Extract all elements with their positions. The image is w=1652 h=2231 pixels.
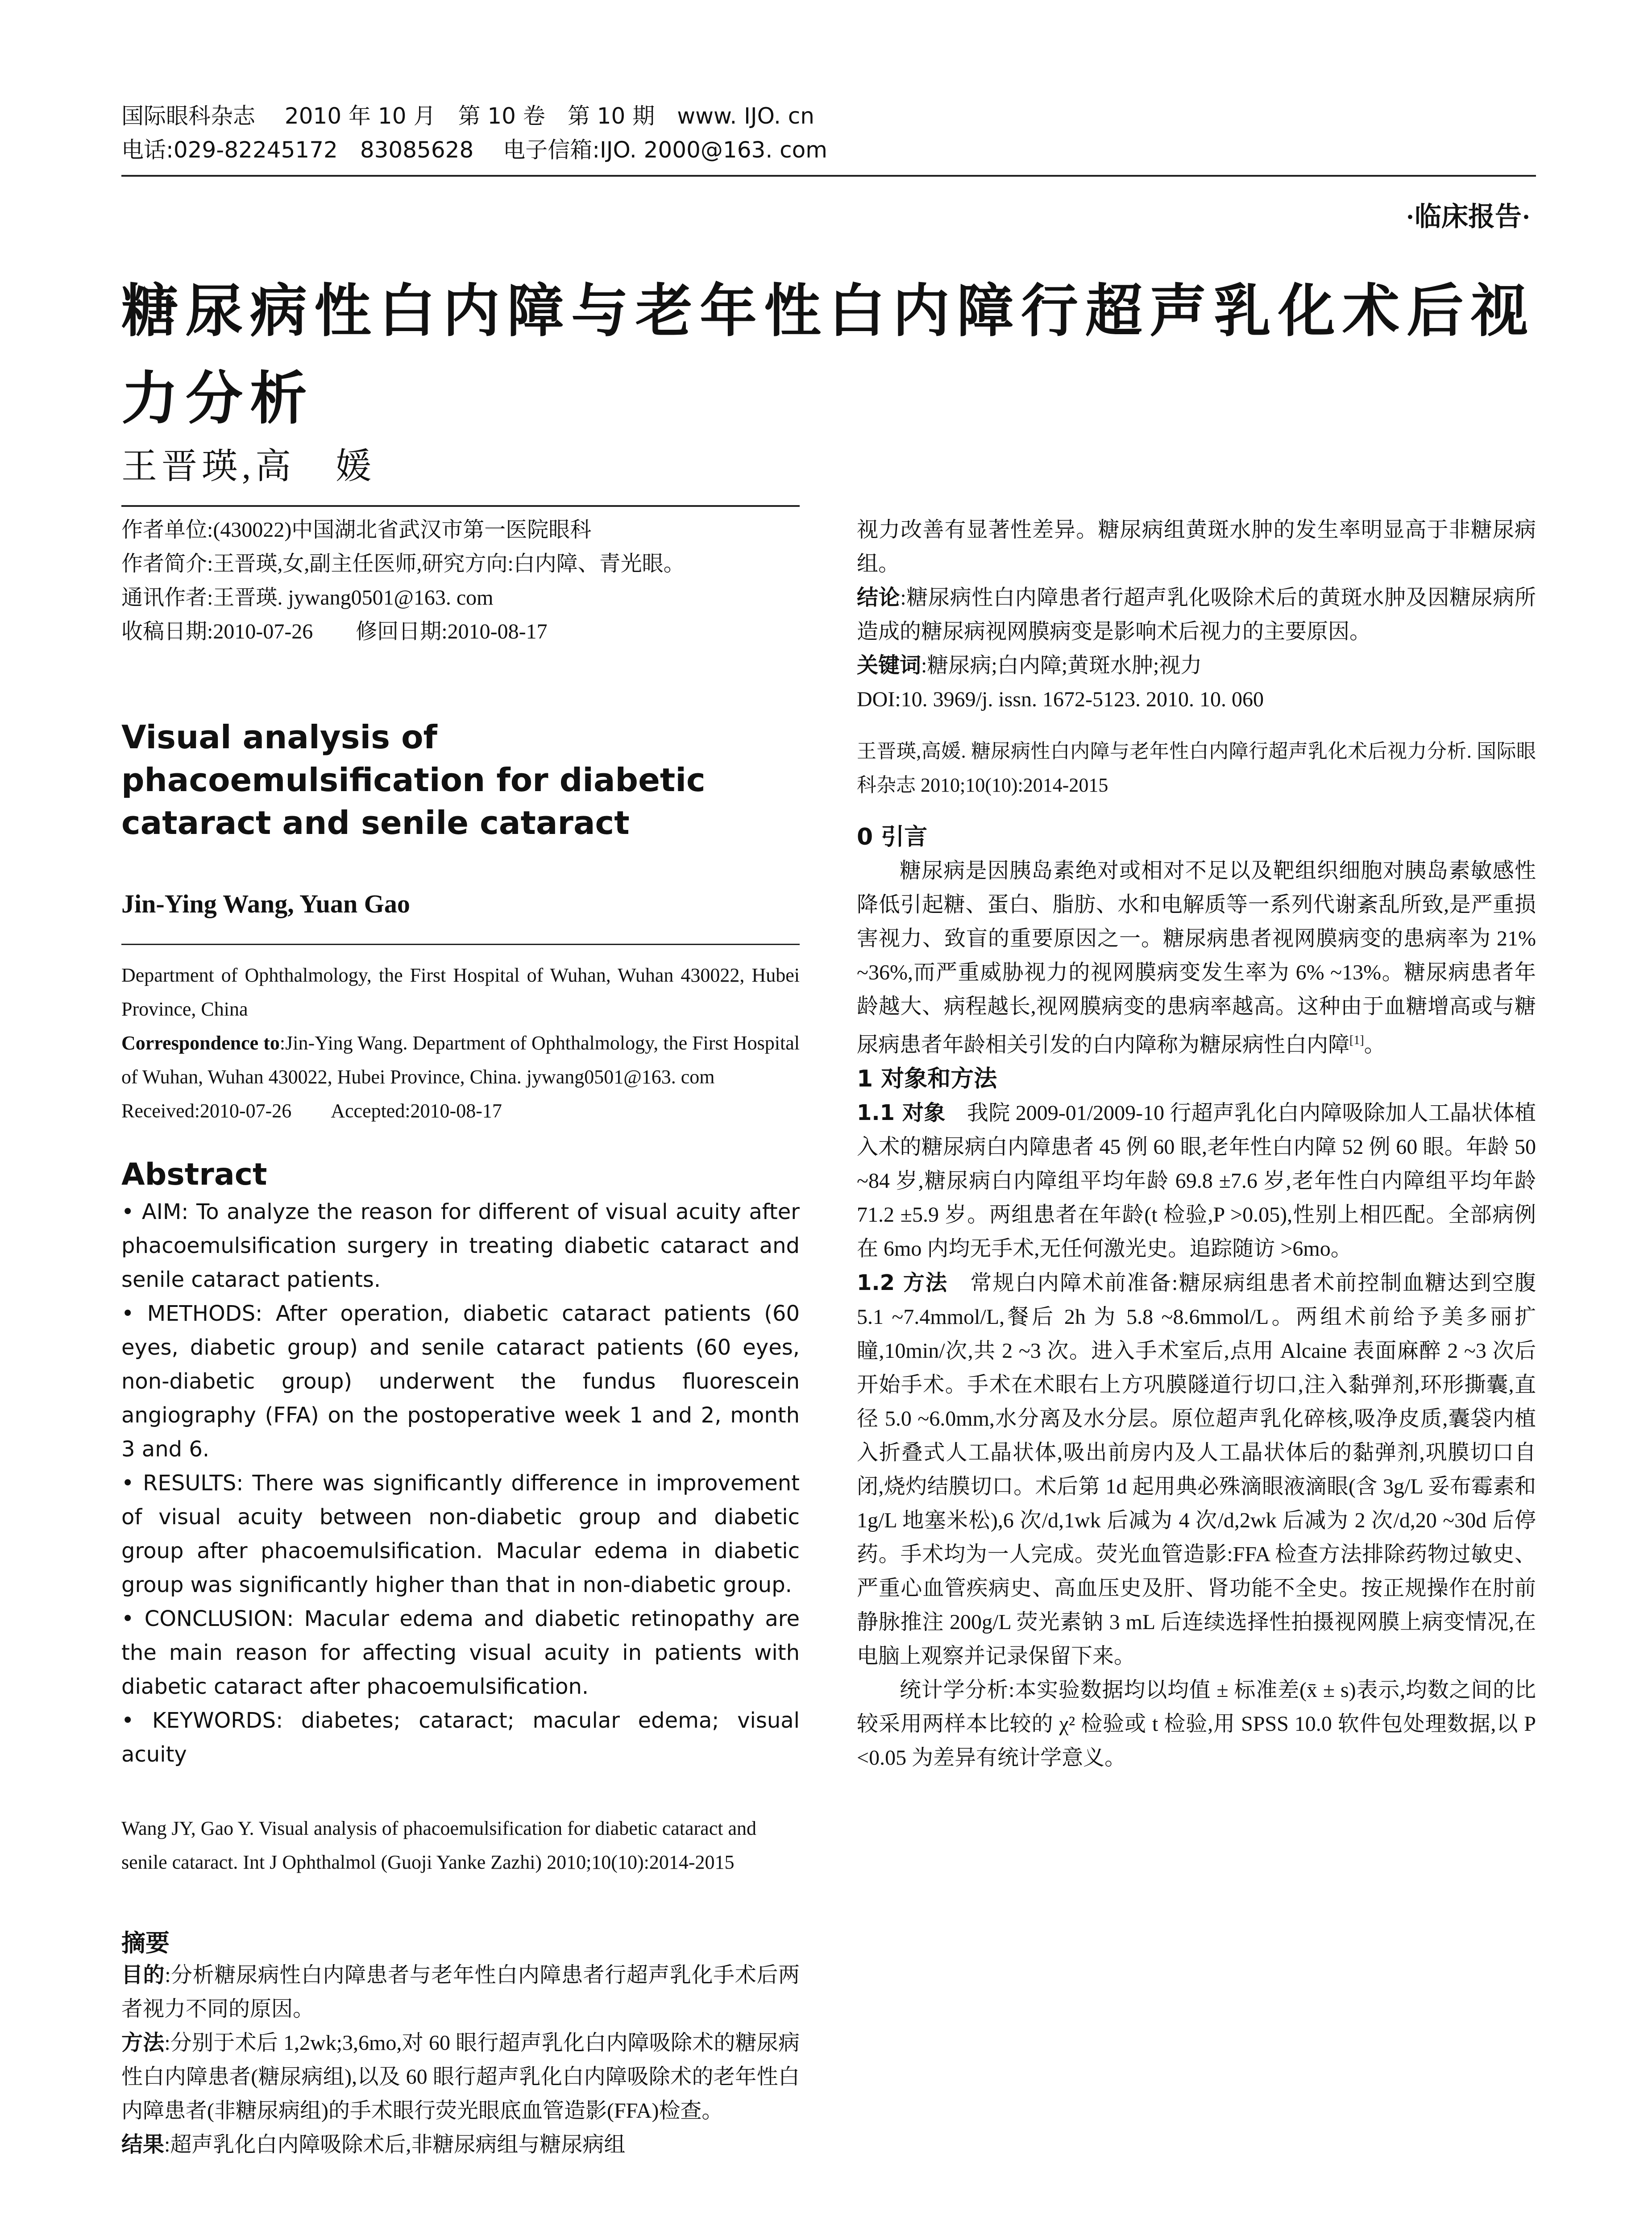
- abstract-results: • RESULTS: There was significantly difference in improvement of visual acuity between non-diabetic group and diabetic group after phacoemulsification. Macular edema in diabetic group was significantly higher than that in non-diabetic group.: [121, 1471, 800, 1597]
- correspondence-text: :Jin-Ying Wang. Department of Ophthalmology, the First Hospital of Wuhan, Wuhan 430022, Hubei Province, China. jywang0501@163. com: [121, 1032, 800, 1088]
- cn-aim-text: :分析糖尿病性白内障患者与老年性白内障患者行超声乳化手术后两者视力不同的原因。: [121, 1963, 800, 2021]
- method-label: 1.2 方法: [857, 1270, 948, 1295]
- subjects-label: 1.1 对象: [857, 1100, 946, 1125]
- cn-keywords: [857, 649, 1536, 683]
- cn-aim-label: 目的: [121, 1963, 165, 1987]
- cn-conclusion: [857, 581, 1536, 649]
- cn-keywords-text: :糖尿病;白内障;黄斑水肿;视力: [921, 654, 1202, 677]
- stats-paragraph: 统计学分析:本实验数据均以均值 ± 标准差(x̄ ± s)表示,均数之间的比较采用两样本比较的 χ² 检验或 t 检验,用 SPSS 10.0 软件包处理数据,以 P <0.05 为差异有统计学意义。: [857, 1678, 1536, 1770]
- article-title: 糖尿病性白内障与老年性白内障行超声乳化术后视力分析: [121, 278, 1536, 432]
- chinese-abstract-heading: 摘要: [121, 1929, 170, 1957]
- subjects-text: 我院 2009-01/2009-10 行超声乳化白内障吸除加人工晶状体植入术的糖尿病白内障患者 45 例 60 眼,老年性白内障 52 例 60 眼。年龄 50 ~84 岁,糖尿病白内障组平均年龄 69.8 ±7.6 岁,老年性白内障组平均年龄 71.2 ±5.9 岁。两组患者在年龄(t 检验,P >0.05),性别上相匹配。全部病例在 6mo 内均无手术,无任何激光史。追踪随访 >6mo。: [857, 1101, 1536, 1261]
- english-authors: Jin-Ying Wang, Yuan Gao: [121, 889, 410, 918]
- english-affiliation-block: [121, 958, 800, 1128]
- left-column-rule: [121, 505, 800, 507]
- intro-end: 。: [1364, 1033, 1386, 1057]
- right-column: [857, 513, 1536, 1775]
- abstract-keywords: • KEYWORDS: diabetes; cataract; macular edema; visual acuity: [121, 1708, 800, 1767]
- abstract-aim: • AIM: To analyze the reason for different of visual acuity after phacoemulsification surgery in treating diabetic cataract and senile cataract patients.: [121, 1199, 800, 1292]
- cn-conclusion-text: :糖尿病性白内障患者行超声乳化吸除术后的黄斑水肿及因糖尿病所造成的糖尿病视网膜病变是影响术后视力的主要原因。: [857, 586, 1536, 643]
- author-bio: 作者简介:王晋瑛,女,副主任医师,研究方向:白内障、青光眼。: [121, 552, 685, 576]
- header-rule: [121, 175, 1536, 177]
- cn-methods: [121, 2026, 800, 2128]
- intro-paragraph: [857, 854, 1536, 1062]
- english-rule: [121, 944, 800, 945]
- subjects-paragraph: [857, 1096, 1536, 1266]
- author-unit: 作者单位:(430022)中国湖北省武汉市第一医院眼科: [121, 518, 592, 542]
- author-line: 王晋瑛,高 媛: [121, 447, 376, 486]
- cn-methods-text: :分别于术后 1,2wk;3,6mo,对 60 眼行超声乳化白内障吸除术的糖尿病性白内障患者(糖尿病组),以及 60 眼行超声乳化白内障吸除术的老年性白内障患者(非糖尿病组)的手术眼行荧光眼底血管造影(FFA)检查。: [121, 2031, 800, 2123]
- intro-text: 糖尿病是因胰岛素绝对或相对不足以及靶组织细胞对胰岛素敏感性降低引起糖、蛋白、脂肪、水和电解质等一系列代谢紊乱所致,是严重损害视力、致盲的重要原因之一。糖尿病患者视网膜病变的患病率为 21% ~36%,而严重威胁视力的视网膜病变发生率为 6% ~13%。糖尿病患者年龄越大、病程越长,视网膜病变的患病率越高。这种由于血糖增高或与糖尿病患者年龄相关引发的白内障称为糖尿病性白内障: [857, 859, 1536, 1057]
- abstract-methods: • METHODS: After operation, diabetic cataract patients (60 eyes, diabetic group) and senile cataract patients (60 eyes, non-diabetic group) underwent the fundus fluorescein angiography (FFA) on the postoperative week 1 and 2, month 3 and 6.: [121, 1301, 800, 1462]
- english-dates: Received:2010-07-26 Accepted:2010-08-17: [121, 1100, 502, 1122]
- english-abstract: [121, 1195, 800, 1771]
- cn-conclusion-label: 结论: [857, 586, 901, 610]
- methods-heading: 1 对象和方法: [857, 1066, 997, 1092]
- cn-results-text: :超声乳化白内障吸除术后,非糖尿病组与糖尿病组: [164, 2133, 626, 2156]
- running-header: [121, 99, 1532, 167]
- cn-results-continued: 视力改善有显著性差异。糖尿病组黄斑水肿的发生率明显高于非糖尿病组。: [857, 518, 1536, 576]
- author-info: [121, 513, 800, 649]
- abstract-conclusion: • CONCLUSION: Macular edema and diabetic retinopathy are the main reason for affecting visual acuity in patients with diabetic cataract after phacoemulsification.: [121, 1606, 800, 1699]
- english-title: Visual analysis of phacoemulsification for diabetic cataract and senile cataract: [121, 718, 706, 842]
- method-text: 常规白内障术前准备:糖尿病组患者术前控制血糖达到空腹 5.1 ~7.4mmol/L,餐后 2h 为 5.8 ~8.6mmol/L。两组术前给予美多丽扩瞳,10min/次,共 2 ~3 次。进入手术室后,点用 Alcaine 表面麻醉 2 ~3 次后开始手术。手术在术眼右上方巩膜隧道行切口,注入黏弹剂,环形撕囊,直径 5.0 ~6.0mm,水分离及水分层。原位超声乳化碎核,吸净皮质,囊袋内植入折叠式人工晶状体,吸出前房内及人工晶状体后的黏弹剂,巩膜切口自闭,烧灼结膜切口。术后第 1d 起用典必殊滴眼液滴眼(含 3g/L 妥布霉素和 1g/L 地塞米松),6 次/d,1wk 后减为 4 次/d,2wk 后减为 2 次/d,20 ~30d 后停药。手术均为一人完成。荧光血管造影:FFA 检查方法排除药物过敏史、严重心血管疾病史、高血压史及肝、肾功能不全史。按正规操作在肘前静脉推注 200g/L 荧光素钠 3 mL 后连续选择性拍摄视网膜上病变情况,在电脑上观察并记录保留下来。: [857, 1271, 1536, 1668]
- cn-results: [121, 2128, 800, 2162]
- doi: DOI:10. 3969/j. issn. 1672-5123. 2010. 10. 060: [857, 688, 1264, 711]
- abstract-heading: Abstract: [121, 1157, 267, 1192]
- correspondence-label: Correspondence to: [121, 1032, 280, 1054]
- header-line-contact: 电话:029-82245172 83085628 电子信箱:IJO. 2000@163. com: [121, 137, 827, 163]
- section-tag: ·临床报告·: [1405, 202, 1531, 232]
- received-dates: 收稿日期:2010-07-26 修回日期:2010-08-17: [121, 620, 548, 643]
- cn-results-label: 结果: [121, 2133, 165, 2156]
- corresponding-author: 通讯作者:王晋瑛. jywang0501@163. com: [121, 586, 494, 610]
- english-correspondence: [121, 1026, 800, 1094]
- intro-heading: 0 引言: [857, 824, 928, 850]
- chinese-citation: 王晋瑛,高媛. 糖尿病性白内障与老年性白内障行超声乳化术后视力分析. 国际眼科杂志 2010;10(10):2014-2015: [857, 740, 1536, 796]
- cn-aim: [121, 1958, 800, 2026]
- reference-mark: [1]: [1349, 1033, 1364, 1047]
- cn-methods-label: 方法: [121, 2031, 165, 2055]
- chinese-abstract: [121, 1958, 800, 2162]
- left-column: [121, 513, 800, 2162]
- header-line-journal: 国际眼科杂志 2010 年 10 月 第 10 卷 第 10 期 www. IJO. cn: [121, 103, 814, 129]
- english-citation: Wang JY, Gao Y. Visual analysis of phacoemulsification for diabetic cataract and senile cataract. Int J Ophthalmol (Guoji Yanke Zazhi) 2010;10(10):2014-2015: [121, 1817, 756, 1873]
- method-paragraph: [857, 1266, 1536, 1673]
- english-affiliation: Department of Ophthalmology, the First Hospital of Wuhan, Wuhan 430022, Hubei Province, China: [121, 964, 800, 1020]
- cn-keywords-label: 关键词: [857, 654, 921, 677]
